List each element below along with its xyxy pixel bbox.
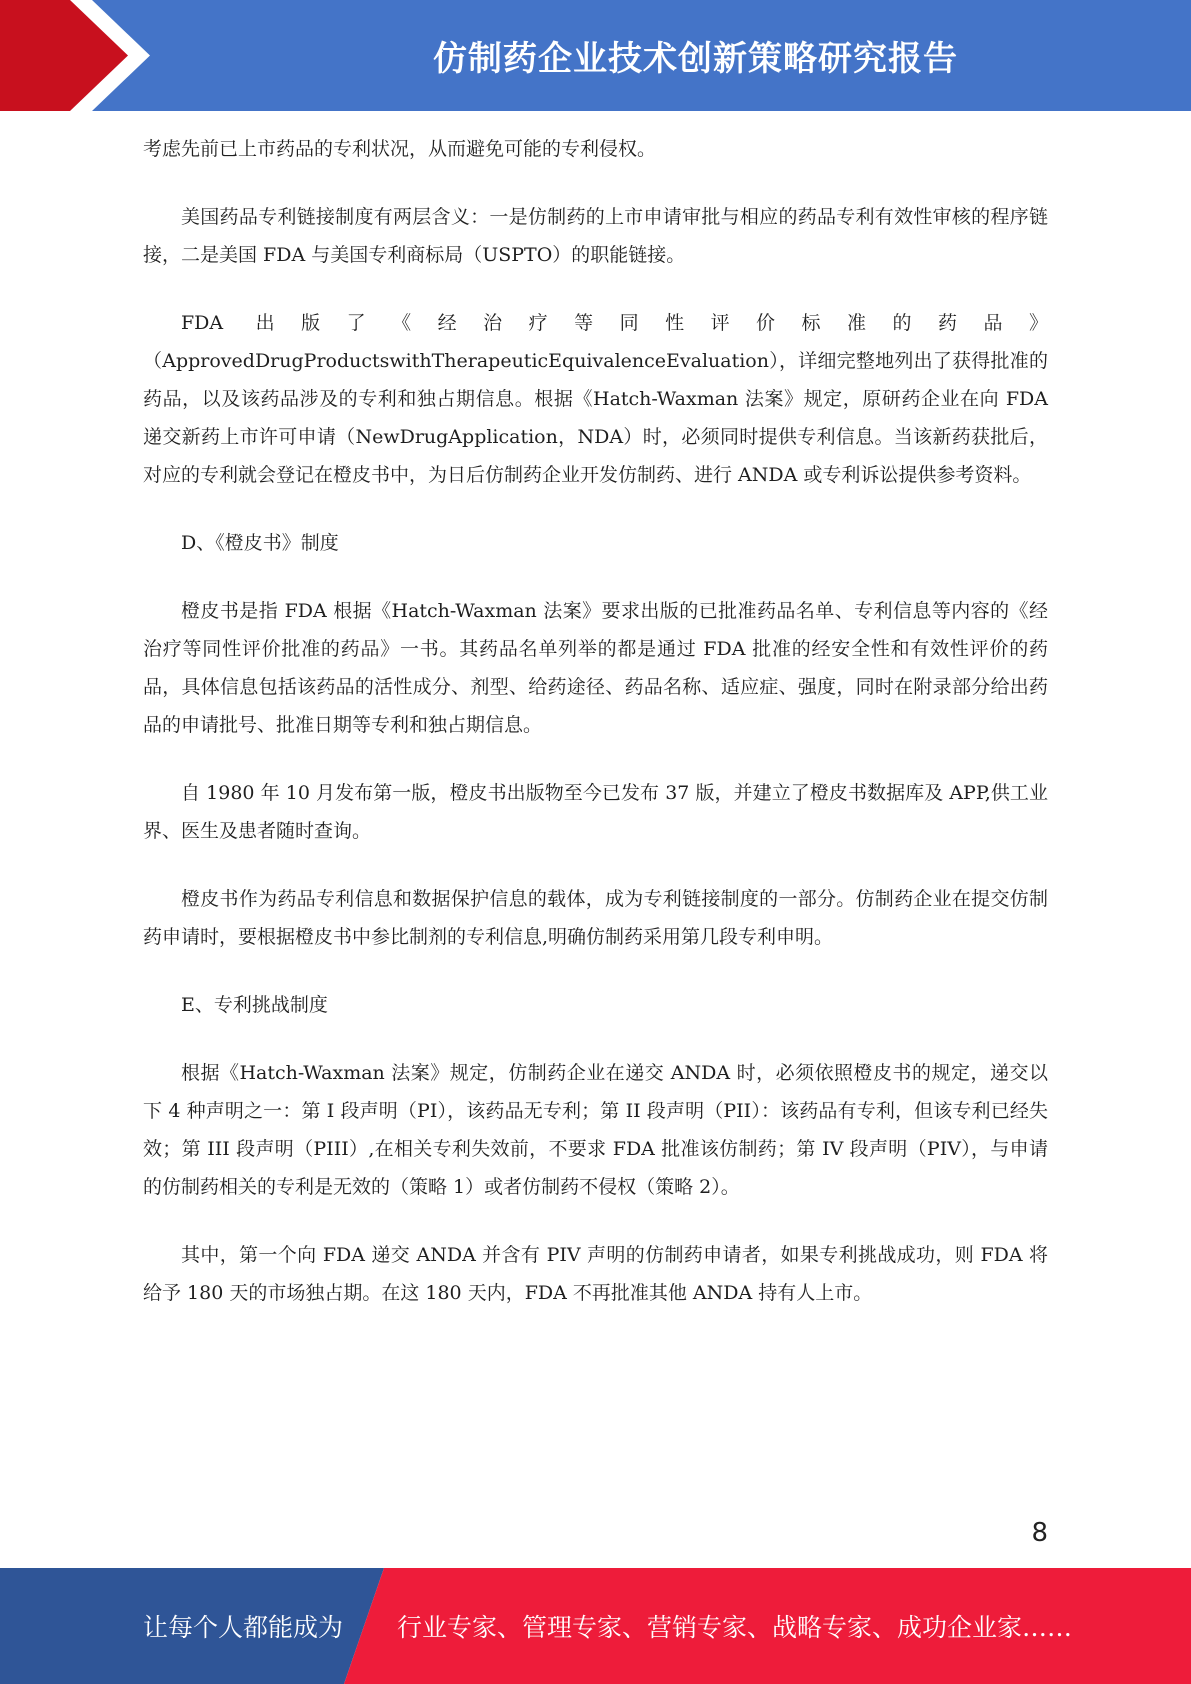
footer-slogan-right: 行业专家、管理专家、营销专家、战略专家、成功企业家…… [397, 1613, 1073, 1642]
report-title: 仿制药企业技术创新策略研究报告 [433, 39, 958, 79]
paragraph: 橙皮书作为药品专利信息和数据保护信息的载体，成为专利链接制度的一部分。仿制药企业在提交仿制药申请时，要根据橙皮书中参比制剂的专利信息,明确仿制药采用第几段专利申明。 [143, 888, 1048, 948]
page-content [143, 130, 1048, 1342]
section-heading: E、专利挑战制度 [181, 994, 328, 1016]
footer-slogan-left: 让每个人都能成为 [143, 1613, 344, 1642]
paragraph: 橙皮书是指 FDA 根据《Hatch-Waxman 法案》要求出版的已批准药品名单、专利信息等内容的《经治疗等同性评价批准的药品》一书。其药品名单列举的都是通过 FDA 批准的经安全性和有效性评价的药品，具体信息包括该药品的活性成分、剂型、给药途径、药品名称、适应症、强度，同时在附录部分给出药品的申请批号、批准日期等专利和独占期信息。 [143, 600, 1048, 736]
section-heading: D、《橙皮书》制度 [181, 532, 339, 554]
paragraph: 考虑先前已上市药品的专利状况，从而避免可能的专利侵权。 [143, 138, 657, 160]
page-number: 8 [1031, 1518, 1048, 1548]
page-header [0, 0, 1191, 111]
paragraph: 根据《Hatch-Waxman 法案》规定，仿制药企业在递交 ANDA 时，必须依照橙皮书的规定，递交以下 4 种声明之一：第 I 段声明（PI），该药品无专利；第 II 段声明（PII）：该药品有专利，但该专利已经失效；第 III 段声明（PIII）,在相关专利失效前，不要求 FDA 批准该仿制药；第 IV 段声明（PIV），与申请的仿制药相关的专利是无效的（策略 1）或者仿制药不侵权（策略 2）。 [143, 1062, 1048, 1198]
page-footer [0, 1568, 1191, 1684]
paragraph: 其中，第一个向 FDA 递交 ANDA 并含有 PIV 声明的仿制药申请者，如果专利挑战成功，则 FDA 将给予 180 天的市场独占期。在这 180 天内，FDA 不再批准其他 ANDA 持有人上市。 [143, 1244, 1048, 1304]
paragraph: 美国药品专利链接制度有两层含义：一是仿制药的上市申请审批与相应的药品专利有效性审核的程序链接，二是美国 FDA 与美国专利商标局（USPTO）的职能链接。 [143, 206, 1048, 266]
paragraph: 自 1980 年 10 月发布第一版，橙皮书出版物至今已发布 37 版，并建立了橙皮书数据库及 APP,供工业界、医生及患者随时查询。 [143, 782, 1048, 842]
header-chevron-decoration [0, 0, 160, 111]
paragraph: FDA 出版了《经治疗等同性评价标准的药品》（ApprovedDrugProductswithTherapeuticEquivalenceEvaluation），详细完整地列出了获得批准的药品，以及该药品涉及的专利和独占期信息。根据《Hatch-Waxman 法案》规定，原研药企业在向 FDA 递交新药上市许可申请（NewDrugApplication，NDA）时，必须同时提供专利信息。当该新药获批后，对应的专利就会登记在橙皮书中，为日后仿制药企业开发仿制药、进行 ANDA 或专利诉讼提供参考资料。 [143, 312, 1048, 486]
